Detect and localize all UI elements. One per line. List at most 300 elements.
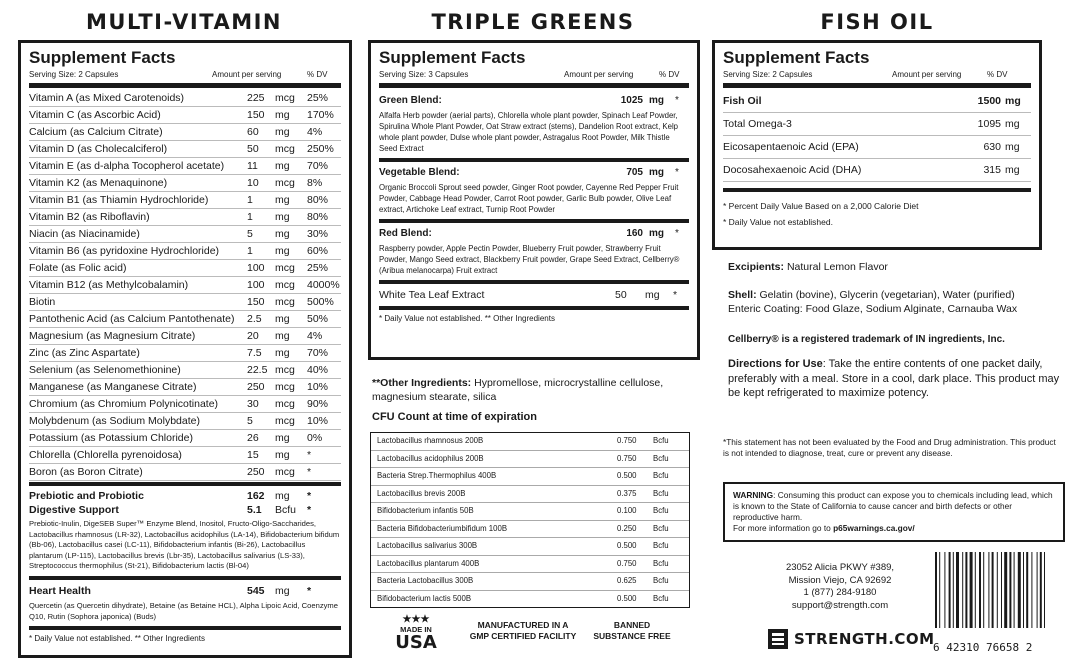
nutrient-name: Vitamin B12 (as Methylcobalamin) — [29, 279, 189, 291]
nutrient-row — [29, 124, 341, 141]
blend-unit: mg — [649, 228, 664, 239]
barcode-bar — [956, 552, 959, 628]
nutrient-dv: 30% — [307, 228, 329, 240]
blend-name: Vegetable Blend: — [379, 167, 460, 178]
amount-per-serving-label: Amount per serving — [892, 70, 962, 79]
fish-footnote-1: * Percent Daily Value Based on a 2,000 Calorie Diet — [723, 201, 919, 211]
cfu-strain: Lactobacillus salivarius 300B — [377, 541, 478, 550]
cfu-strain: Lactobacillus rhamnosus 200B — [377, 436, 484, 445]
warning-link[interactable]: p65warnings.ca.gov/ — [833, 523, 915, 533]
barcode-bar — [965, 552, 967, 628]
nutrient-dv: 25% — [307, 262, 329, 274]
barcode-bar — [944, 552, 945, 628]
nutrient-row — [29, 379, 341, 396]
barcode-digits: 6 42310 76658 2 — [933, 641, 1033, 654]
nutrient-name: Vitamin B2 (as Riboflavin) — [29, 211, 150, 223]
blend-list — [379, 90, 689, 284]
probiotic-dv: * — [307, 490, 312, 502]
nutrient-row — [29, 277, 341, 294]
heart-health-row — [29, 580, 341, 599]
barcode-bar — [1001, 552, 1002, 628]
nutrient-name: Potassium (as Potassium Chloride) — [29, 432, 193, 444]
gmp-badge: MANUFACTURED IN A GMP CERTIFIED FACILITY — [469, 620, 577, 641]
nutrient-unit: mcg — [275, 279, 295, 291]
nutrient-name: Vitamin K2 (as Menaquinone) — [29, 177, 168, 189]
dv-label: % DV — [659, 70, 680, 79]
fish-unit: mg — [1005, 95, 1021, 107]
nutrient-amount: 100 — [247, 262, 265, 274]
nutrient-row — [29, 345, 341, 362]
fish-footnote-2: * Daily Value not established. — [723, 217, 833, 227]
blend-dv: * — [675, 95, 679, 106]
blend-description: Alfalfa Herb powder (aerial parts), Chlorella whole plant powder, Spinach Leaf Powder, Spirulina Whole Plant Powder, Oat Straw extract (stems), Dandelion Root extract, Kelp whole plant powder, Dulse whole plant powder, Astragalus Root Powder, Milk Thistle Seed Extract — [379, 108, 689, 162]
nutrient-name: Folate (as Folic acid) — [29, 262, 127, 274]
directions-text: : Take the entire contents of one packet daily, preferably with a meal. Store in a cool, dark place. This product may be kept refrigerated to maximize potency. — [728, 358, 1060, 399]
heading-multi-vitamin: MULTI-VITAMIN — [86, 10, 282, 34]
other-ingredients-label: **Other Ingredients: — [372, 377, 472, 389]
nutrient-unit: mg — [275, 211, 290, 223]
trademark-notice: Cellberry® is a registered trademark of IN ingredients, Inc. — [728, 334, 1005, 345]
nutrient-row — [29, 192, 341, 209]
blend-amount: 1025 — [620, 95, 643, 106]
fish-unit: mg — [1005, 118, 1020, 130]
blend-row — [379, 223, 689, 241]
fish-row — [723, 113, 1031, 136]
barcode-bar — [1018, 552, 1021, 628]
barcode-bar — [1031, 552, 1032, 628]
nutrient-dv: 80% — [307, 194, 329, 206]
fish-name: Docosahexaenoic Acid (DHA) — [723, 164, 862, 176]
barcode-bar — [935, 552, 937, 628]
serving-size: Serving Size: 3 Capsules — [379, 70, 469, 79]
heart-health-unit: mg — [275, 584, 290, 597]
nutrient-unit: mg — [275, 126, 290, 138]
cfu-value: 0.750 — [617, 453, 637, 463]
barcode-bar — [997, 552, 998, 628]
barcode-bar — [983, 552, 984, 628]
heart-health-description: Quercetin (as Quercetin dihydrate), Betaine (as Betaine HCL), Alpha Lipoic Acid, Coenzyme Q10, Rutin (Sophora japonica) (Buds) — [29, 599, 341, 630]
barcode-bar — [1037, 552, 1038, 628]
nutrient-amount: 1 — [247, 211, 253, 223]
probiotic-description: Prebiotic-Inulin, DigeSEB Super™ Enzyme Blend, Inositol, Fructo-Oligo-Saccharides, Lactobacillus rhamnosus (LR-32), Lactobacillus acidophilus (LA-14), Bifidobacterium bifidum (Bb-06), Lactobacillus casei (LC-11), Bifidobacterium infantis (Bi-26), Lactobacillus plantarum (LP-115), Lactobacillus brevis (Lbr-35), Lactobacillus salivarius (LS-33), Streptococcus thermophilus (St-21), Bifidobacterium lactis (Bl-04) — [29, 517, 341, 580]
cfu-value: 0.750 — [617, 436, 637, 445]
nutrient-row — [29, 294, 341, 311]
address-line-2: Mission Viejo, CA 92692 — [788, 574, 892, 586]
cfu-value: 0.375 — [617, 488, 637, 498]
blend-row — [379, 90, 689, 108]
cfu-unit: Bcfu — [653, 506, 669, 515]
nutrient-amount: 5 — [247, 228, 253, 240]
strength-logo-icon — [768, 629, 788, 649]
nutrient-amount: 15 — [247, 449, 259, 461]
nutrient-amount: 150 — [247, 296, 265, 308]
blend-row — [379, 162, 689, 180]
nutrient-unit: mg — [275, 330, 290, 342]
warning-label: WARNING — [733, 490, 774, 500]
supplement-facts-title: Supplement Facts — [723, 48, 870, 67]
white-tea-row — [379, 284, 689, 310]
nutrient-amount: 2.5 — [247, 313, 262, 325]
cfu-value: 0.750 — [617, 558, 637, 568]
cfu-row — [371, 468, 689, 486]
barcode-bar — [1026, 552, 1028, 628]
cfu-row — [371, 433, 689, 451]
nutrient-name: Biotin — [29, 296, 56, 308]
amount-per-serving-label: Amount per serving — [564, 70, 634, 79]
cfu-strain: Lactobacillus acidophilus 200B — [377, 453, 484, 463]
nutrient-row — [29, 175, 341, 192]
nutrient-amount: 7.5 — [247, 347, 262, 359]
digestive-amount: 5.1 — [247, 504, 262, 516]
heading-triple-greens: TRIPLE GREENS — [431, 10, 635, 34]
nutrient-row — [29, 260, 341, 277]
nutrient-dv: 500% — [307, 296, 334, 308]
nutrient-dv: 60% — [307, 245, 329, 257]
nutrient-amount: 100 — [247, 279, 265, 291]
excipients-label: Excipients: — [728, 261, 785, 273]
nutrient-dv: 170% — [307, 109, 334, 121]
nutrient-unit: mcg — [275, 466, 295, 478]
nutrient-amount: 26 — [247, 432, 259, 444]
warning-more-text: For more information go to — [733, 523, 834, 533]
cfu-value: 0.625 — [617, 576, 637, 585]
nutrient-row — [29, 430, 341, 447]
fish-amount: 315 — [983, 164, 1001, 176]
blend-name: Red Blend: — [379, 228, 432, 239]
nutrient-amount: 1 — [247, 194, 253, 206]
cfu-value: 0.100 — [617, 506, 637, 515]
blend-amount: 705 — [626, 167, 643, 178]
blend-amount: 160 — [626, 228, 643, 239]
fish-name: Eicosapentaenoic Acid (EPA) — [723, 141, 859, 153]
nutrient-dv: 70% — [307, 347, 329, 359]
nutrient-unit: mg — [275, 313, 290, 325]
support-email: support@strength.com — [791, 599, 889, 611]
nutrient-unit: mg — [275, 109, 290, 121]
cfu-row — [371, 538, 689, 556]
barcode-bar — [1044, 552, 1045, 628]
usa-label: USA — [395, 632, 437, 653]
nutrient-dv: 0% — [307, 432, 323, 444]
banned-substance-badge: BANNED SUBSTANCE FREE — [593, 620, 671, 641]
fish-row — [723, 90, 1031, 113]
dv-label: % DV — [987, 70, 1008, 79]
fish-amount: 1095 — [977, 118, 1001, 130]
supplement-facts-title: Supplement Facts — [29, 48, 176, 67]
digestive-dv: * — [307, 504, 312, 516]
nutrient-row — [29, 141, 341, 158]
nutrient-amount: 225 — [247, 92, 265, 104]
barcode-bar — [979, 552, 981, 628]
nutrient-unit: mcg — [275, 177, 295, 189]
amount-per-serving-label: Amount per serving — [212, 70, 282, 79]
nutrient-row — [29, 362, 341, 379]
blend-unit: mg — [649, 95, 664, 106]
fish-name: Fish Oil — [723, 95, 762, 107]
excipients-text: Natural Lemon Flavor — [784, 261, 888, 273]
fish-amount: 1500 — [977, 95, 1001, 107]
shell-label: Shell: — [728, 289, 757, 301]
nutrient-name: Molybdenum (as Sodium Molybdate) — [29, 415, 200, 427]
cfu-value: 0.250 — [617, 523, 637, 533]
cfu-strain: Bacteria Strep.Thermophilus 400B — [377, 471, 497, 480]
barcode-bar — [1009, 552, 1011, 628]
cfu-row — [371, 486, 689, 504]
blend-dv: * — [675, 167, 679, 178]
nutrient-dv: 4% — [307, 330, 323, 342]
serving-header — [29, 69, 341, 88]
nutrient-dv: 90% — [307, 398, 329, 410]
serving-header — [379, 69, 689, 88]
cfu-unit: Bcfu — [653, 436, 669, 445]
nutrient-amount: 30 — [247, 398, 259, 410]
probiotic-amount: 162 — [247, 490, 265, 502]
nutrient-name: Chlorella (Chlorella pyrenoidosa) — [29, 449, 182, 461]
nutrient-name: Pantothenic Acid (as Calcium Pantothenate) — [29, 313, 235, 325]
nutrient-dv: 80% — [307, 211, 329, 223]
cfu-unit: Bcfu — [653, 471, 669, 480]
blend-dv: * — [675, 228, 679, 239]
cfu-value: 0.500 — [617, 541, 637, 550]
nutrient-amount: 22.5 — [247, 364, 268, 376]
multi-footnote: * Daily Value not established. ** Other Ingredients — [29, 634, 205, 644]
cfu-value: 0.500 — [617, 471, 637, 480]
barcode-bar — [1004, 552, 1007, 628]
stars-icon: ★★★ — [402, 614, 430, 625]
blend-unit: mg — [649, 167, 664, 178]
probiotic-unit: mg — [275, 490, 290, 502]
digestive-name: Digestive Support — [29, 504, 119, 516]
cfu-unit: Bcfu — [653, 593, 669, 603]
cfu-strain: Lactobacillus brevis 200B — [377, 488, 466, 498]
cfu-unit: Bcfu — [653, 453, 669, 463]
directions — [728, 357, 1066, 401]
cfu-row — [371, 521, 689, 539]
nutrient-name: Vitamin A (as Mixed Carotenoids) — [29, 92, 185, 104]
phone-number: 1 (877) 284-9180 — [803, 587, 877, 598]
nutrient-row — [29, 464, 341, 481]
excipients — [728, 260, 1068, 274]
cfu-row — [371, 573, 689, 591]
cfu-unit: Bcfu — [653, 576, 669, 585]
address-block — [760, 562, 920, 612]
heart-health-amount: 545 — [247, 584, 265, 597]
cfu-strain: Bacteria Lactobacillus 300B — [377, 576, 474, 585]
nutrient-row — [29, 107, 341, 124]
serving-size: Serving Size: 2 Capsules — [723, 70, 813, 79]
nutrient-dv: 50% — [307, 313, 329, 325]
nutrient-amount: 250 — [247, 466, 265, 478]
nutrient-dv: 40% — [307, 364, 329, 376]
barcode-bar — [988, 552, 989, 628]
nutrient-name: Boron (as Boron Citrate) — [29, 466, 143, 478]
cfu-row — [371, 556, 689, 574]
blend-name: Green Blend: — [379, 95, 442, 106]
nutrient-row — [29, 447, 341, 464]
cfu-strain: Lactobacillus plantarum 400B — [377, 558, 480, 568]
nutrient-dv: 4% — [307, 126, 323, 138]
nutrient-dv: 4000% — [307, 279, 340, 291]
nutrient-unit: mg — [275, 245, 290, 257]
fish-oil-facts-panel — [712, 40, 1042, 250]
cfu-value: 0.500 — [617, 593, 637, 603]
nutrient-dv: * — [307, 466, 312, 478]
nutrient-row — [29, 158, 341, 175]
cfu-strain: Bacteria Bifidobacteriumbifidum 100B — [377, 523, 508, 533]
barcode — [933, 552, 1065, 628]
nutrient-dv: 25% — [307, 92, 329, 104]
nutrient-row — [29, 311, 341, 328]
nutrient-dv: 70% — [307, 160, 329, 172]
nutrient-name: Vitamin D (as Cholecalciferol) — [29, 143, 168, 155]
digestive-row — [29, 503, 341, 517]
fish-unit: mg — [1005, 164, 1020, 176]
shell-info — [728, 288, 1073, 316]
heart-health-dv: * — [307, 584, 312, 597]
nutrient-row — [29, 209, 341, 226]
nutrient-name: Vitamin E (as d-alpha Tocopherol acetate) — [29, 160, 225, 172]
nutrient-dv: 250% — [307, 143, 334, 155]
cfu-row — [371, 591, 689, 608]
serving-header — [723, 69, 1031, 88]
nutrient-row — [29, 90, 341, 107]
white-tea-amount: 50 — [615, 289, 627, 301]
nutrient-dv: 10% — [307, 415, 329, 427]
digestive-unit: Bcfu — [275, 504, 297, 516]
nutrient-unit: mg — [275, 347, 290, 359]
nutrient-unit: mg — [275, 160, 290, 172]
nutrient-name: Vitamin B1 (as Thiamin Hydrochloride) — [29, 194, 209, 206]
nutrient-amount: 250 — [247, 381, 265, 393]
nutrient-row — [29, 226, 341, 243]
coating-text: Enteric Coating: Food Glaze, Sodium Alginate, Carnauba Wax — [728, 303, 1018, 315]
probiotic-section — [29, 482, 341, 580]
cfu-row — [371, 503, 689, 521]
probiotic-name: Prebiotic and Probiotic — [29, 490, 144, 502]
cfu-unit: Bcfu — [653, 523, 669, 533]
cfu-unit: Bcfu — [653, 558, 669, 568]
made-in-usa-badge — [386, 615, 446, 652]
nutrient-unit: mg — [275, 432, 290, 444]
other-ingredients-text: Hypromellose, microcrystalline cellulose, magnesium stearate, silica — [372, 377, 664, 403]
nutrient-amount: 11 — [247, 160, 258, 172]
cfu-strain: Bifidobacterium lactis 500B — [377, 593, 472, 603]
serving-size: Serving Size: 2 Capsules — [29, 70, 119, 79]
white-tea-name: White Tea Leaf Extract — [379, 289, 485, 301]
nutrient-amount: 60 — [247, 126, 259, 138]
address-line-1: 23052 Alicia PKWY #389, — [785, 562, 895, 573]
blend-description: Organic Broccoli Sprout seed powder, Ginger Root powder, Cayenne Red Pepper Fruit Powder, Cabbage Head Powder, Carrot Root powder, Garlic Bulb powder, Olive Leaf extract, Artichoke Leaf extract, Turnip Root Powder — [379, 180, 689, 223]
cfu-strain: Bifidobacterium infantis 50B — [377, 506, 474, 515]
nutrient-dv: * — [307, 449, 312, 461]
nutrient-name: Zinc (as Zinc Aspartate) — [29, 347, 140, 359]
cfu-unit: Bcfu — [653, 541, 669, 550]
nutrient-row — [29, 243, 341, 260]
shell-text: Gelatin (bovine), Glycerin (vegetarian), Water (purified) — [756, 289, 1015, 301]
blend-description: Raspberry powder, Apple Pectin Powder, Blueberry Fruit powder, Strawberry Fruit Powder, Mango Seed extract, Blackberry Fruit powder, Grape Seed Extract, Cellberry® (Aribua melanocarpa) Fruit extract — [379, 241, 689, 284]
nutrient-name: Calcium (as Calcium Citrate) — [29, 126, 163, 138]
cfu-unit: Bcfu — [653, 488, 669, 498]
nutrient-name: Magnesium (as Magnesium Citrate) — [29, 330, 196, 342]
fish-row — [723, 136, 1031, 159]
nutrient-unit: mcg — [275, 143, 295, 155]
barcode-bar — [1014, 552, 1015, 628]
barcode-bar — [949, 552, 951, 628]
prop65-warning — [723, 482, 1065, 542]
nutrient-dv: 10% — [307, 381, 329, 393]
nutrient-unit: mg — [275, 228, 290, 240]
other-ingredients — [372, 376, 702, 404]
nutrient-row — [29, 396, 341, 413]
nutrient-name: Niacin (as Niacinamide) — [29, 228, 140, 240]
white-tea-dv: * — [673, 289, 678, 301]
barcode-bar — [939, 552, 940, 628]
nutrient-unit: mg — [275, 194, 290, 206]
barcode-bar — [962, 552, 963, 628]
nutrient-name: Chromium (as Chromium Polynicotinate) — [29, 398, 219, 410]
nutrient-amount: 10 — [247, 177, 259, 189]
barcode-bar — [992, 552, 994, 628]
nutrient-unit: mcg — [275, 262, 295, 274]
cfu-title: CFU Count at time of expiration — [372, 411, 537, 423]
nutrient-rows — [29, 90, 341, 481]
fish-amount: 630 — [983, 141, 1001, 153]
fish-name: Total Omega-3 — [723, 118, 792, 130]
nutrient-amount: 50 — [247, 143, 259, 155]
nutrient-name: Selenium (as Selenomethionine) — [29, 364, 181, 376]
probiotic-row — [29, 486, 341, 503]
cfu-row — [371, 451, 689, 469]
greens-footnote: * Daily Value not established. ** Other Ingredients — [379, 314, 555, 323]
barcode-bar — [970, 552, 973, 628]
cfu-table — [370, 432, 690, 608]
barcode-bar — [1023, 552, 1024, 628]
white-tea-unit: mg — [645, 289, 660, 301]
dv-label: % DV — [307, 70, 328, 79]
made-in-label: MADE IN — [400, 625, 432, 634]
nutrient-unit: mcg — [275, 415, 295, 427]
nutrient-row — [29, 328, 341, 345]
brand-name: STRENGTH.COM — [794, 630, 935, 648]
supplement-facts-title: Supplement Facts — [379, 48, 526, 67]
barcode-bar — [1040, 552, 1042, 628]
nutrient-unit: mcg — [275, 364, 295, 376]
heading-fish-oil: FISH OIL — [820, 10, 934, 34]
directions-label: Directions for Use — [728, 358, 823, 370]
nutrient-name: Vitamin B6 (as pyridoxine Hydrochloride) — [29, 245, 220, 257]
fish-rows — [723, 90, 1031, 192]
nutrient-unit: mcg — [275, 296, 295, 308]
fish-row — [723, 159, 1031, 182]
nutrient-unit: mcg — [275, 398, 295, 410]
barcode-bar — [953, 552, 954, 628]
fish-unit: mg — [1005, 141, 1020, 153]
fda-disclaimer: *This statement has not been evaluated by the Food and Drug administration. This product is not intended to diagnose, treat, cure or prevent any disease. — [723, 437, 1056, 458]
nutrient-unit: mg — [275, 449, 290, 461]
nutrient-row — [29, 413, 341, 430]
nutrient-amount: 150 — [247, 109, 265, 121]
heart-health-name: Heart Health — [29, 584, 91, 597]
brand-logo — [768, 629, 935, 649]
nutrient-amount: 1 — [247, 245, 253, 257]
nutrient-dv: 8% — [307, 177, 323, 189]
nutrient-unit: mcg — [275, 381, 295, 393]
nutrient-name: Manganese (as Manganese Citrate) — [29, 381, 197, 393]
triple-greens-facts-panel — [368, 40, 700, 360]
nutrient-name: Vitamin C (as Ascorbic Acid) — [29, 109, 161, 121]
warning-text: : Consuming this product can expose you to chemicals including lead, which is known to the State of California to cause cancer and birth defects or other reproductive harm. — [733, 490, 1053, 522]
multi-vitamin-facts-panel — [18, 40, 352, 658]
